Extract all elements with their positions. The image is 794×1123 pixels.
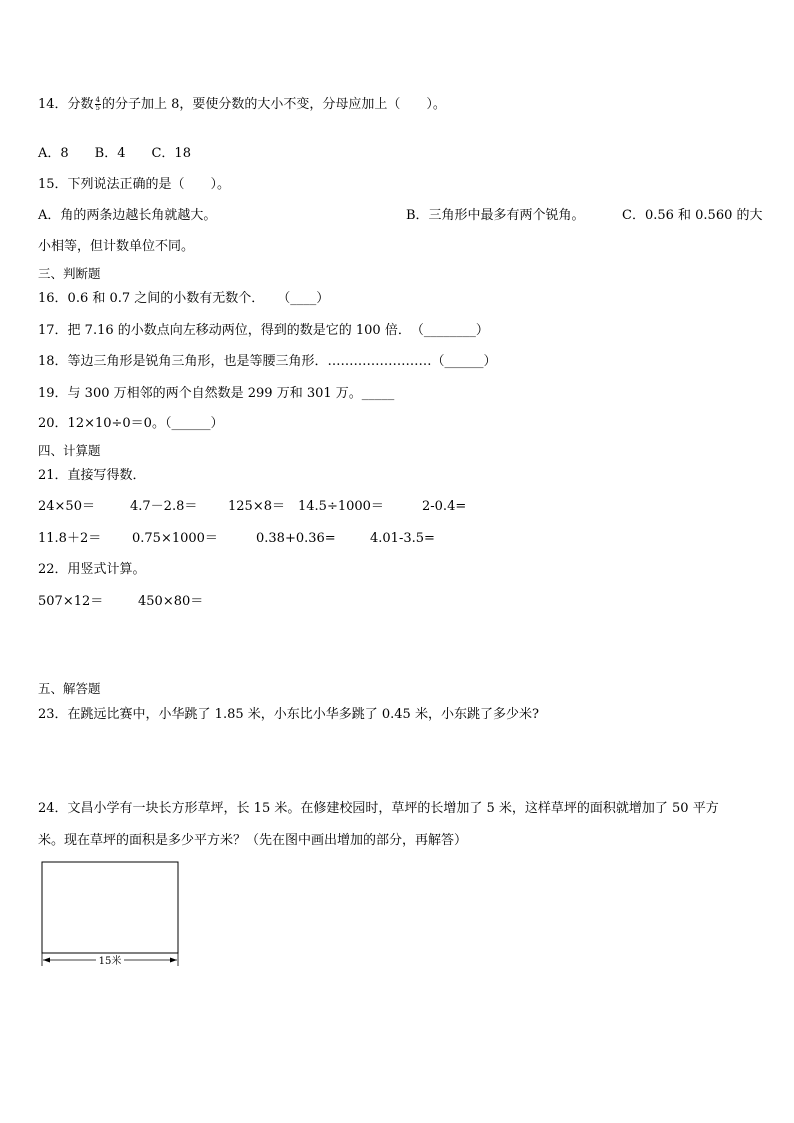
lawn-rectangle-diagram (38, 858, 186, 970)
q14-prefix: 14．分数 (38, 97, 94, 112)
question-15-option-a: A．角的两条边越长角就越大。 (38, 208, 217, 223)
lawn-rectangle (42, 862, 178, 953)
section-5-heading: 五、解答题 (38, 681, 101, 696)
question-15-stem: 15．下列说法正确的是（ ）。 (38, 177, 231, 192)
question-22-stem: 22．用竖式计算。 (38, 562, 146, 577)
section-3-heading: 三、判断题 (38, 266, 101, 281)
question-23: 23．在跳远比赛中，小华跳了 1.85 米，小东比小华多跳了 0.45 米，小东跳了多少米? (38, 707, 539, 722)
calc-item: 2-0.4= (422, 499, 467, 514)
dimension-label: 15米 (98, 956, 122, 967)
calc-item: 125×8＝ (228, 499, 285, 514)
fraction-denominator: 5 (95, 104, 101, 112)
calc-item: 0.38+0.36= (256, 531, 336, 546)
question-21-stem: 21．直接写得数． (38, 468, 146, 483)
question-24-line-1: 24．文昌小学有一块长方形草坪，长 15 米。在修建校园时，草坪的长增加了 5 米，这样草坪的面积就增加了 50 平方 (38, 801, 719, 816)
question-15-option-c: C．0.56 和 0.560 的大 (622, 208, 763, 223)
calc-item: 24×50＝ (38, 499, 95, 514)
arrowhead-left (43, 958, 50, 963)
question-14 (38, 96, 446, 114)
calc-item: 0.75×1000＝ (132, 531, 218, 546)
question-20: 20．12×10÷0＝0。（______） (38, 416, 224, 431)
section-4-heading: 四、计算题 (38, 443, 101, 458)
calc-item: 4.7－2.8＝ (130, 499, 198, 514)
question-15-option-b: B．三角形中最多有两个锐角。 (406, 208, 585, 223)
question-19: 19．与 300 万相邻的两个自然数是 299 万和 301 万。_____ (38, 386, 395, 401)
question-16: 16．0.6 和 0.7 之间的小数有无数个． （____） (38, 291, 330, 306)
calc-item: 450×80＝ (138, 594, 204, 609)
calc-item: 4.01-3.5= (370, 531, 435, 546)
calc-item: 11.8＋2＝ (38, 531, 102, 546)
question-17: 17．把 7.16 的小数点向左移动两位，得到的数是它的 100 倍． （________） (38, 323, 489, 338)
question-15-option-c-continued: 小相等，但计数单位不同。 (38, 239, 195, 254)
calc-item: 507×12＝ (38, 594, 104, 609)
q14-suffix: 的分子加上 8，要使分数的大小不变，分母应加上（ ）。 (102, 97, 446, 112)
fraction-numerator: 4 (95, 96, 101, 104)
calc-item: 14.5÷1000＝ (298, 499, 384, 514)
arrowhead-right (170, 958, 177, 963)
fraction (95, 97, 101, 112)
question-14-options: A．8 B．4 C．18 (38, 146, 191, 161)
question-18: 18．等边三角形是锐角三角形，也是等腰三角形．……………………（______） (38, 354, 497, 369)
question-24-line-2: 米。现在草坪的面积是多少平方米？（先在图中画出增加的部分，再解答） (38, 833, 468, 848)
